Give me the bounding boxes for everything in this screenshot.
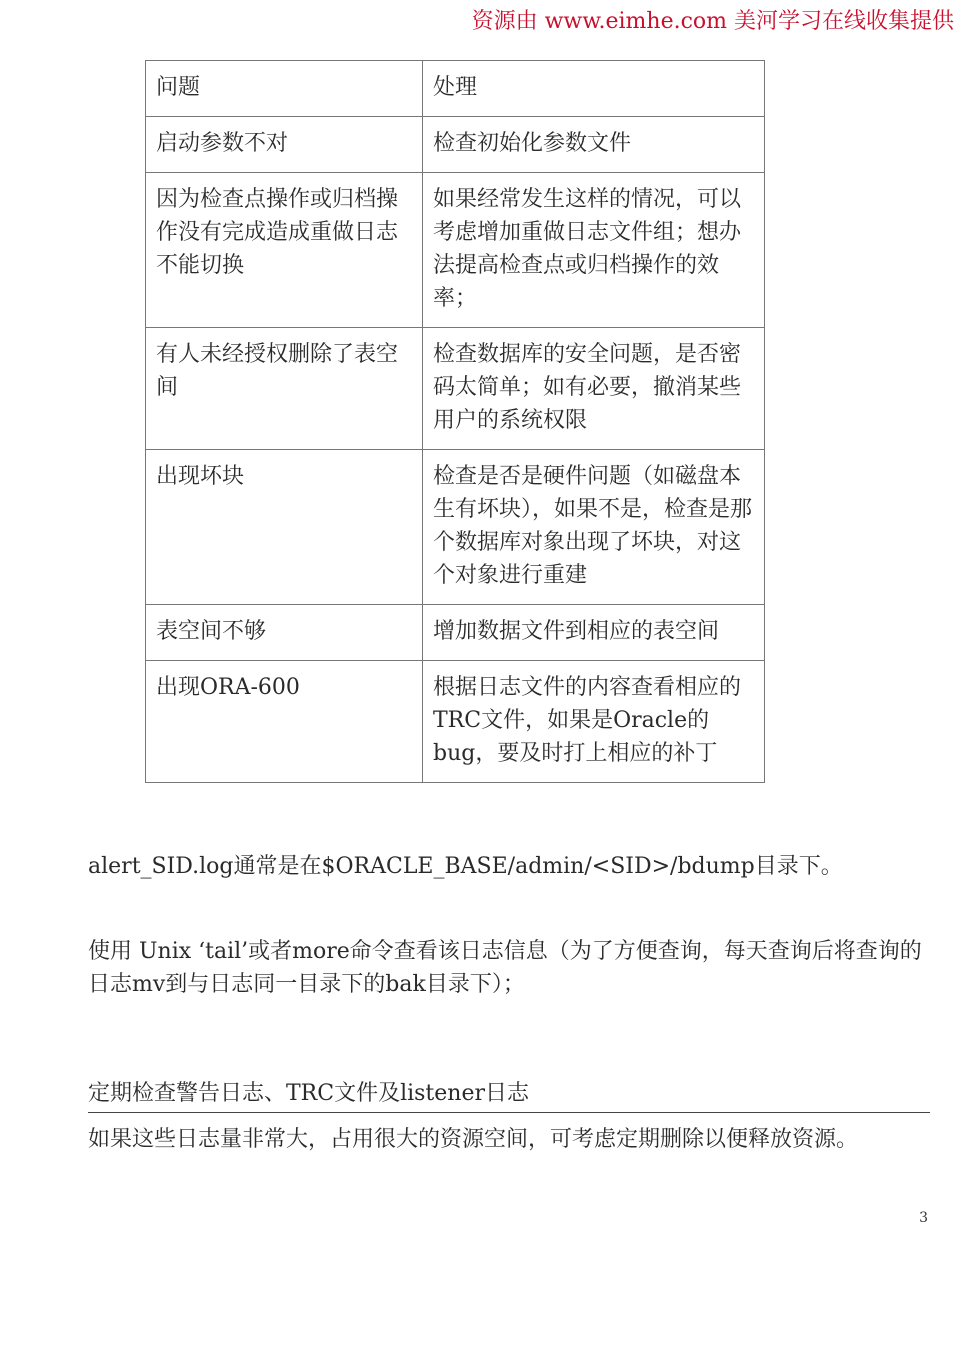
- issue-cell: 出现ORA-600: [146, 661, 423, 783]
- issue-cell: 启动参数不对: [146, 117, 423, 173]
- handling-cell: 增加数据文件到相应的表空间: [423, 605, 765, 661]
- issue-cell: 因为检查点操作或归档操作没有完成造成重做日志不能切换: [146, 173, 423, 328]
- page-number: 3: [919, 1210, 928, 1226]
- log-cleanup-paragraph: 如果这些日志量非常大，占用很大的资源空间，可考虑定期删除以便释放资源。: [88, 1127, 859, 1152]
- table-row: [146, 117, 765, 173]
- tail-command-paragraph: 使用 Unix ‘tail’或者more命令查看该日志信息（为了方便查询，每天查询后将查询的日志mv到与日志同一目录下的bak目录下）；: [88, 939, 922, 997]
- handling-cell: 检查初始化参数文件: [423, 117, 765, 173]
- alert-log-location-paragraph: alert_SID.log通常是在$ORACLE_BASE/admin/<SID>/bdump目录下。: [88, 854, 843, 879]
- table-row: [146, 328, 765, 450]
- handling-cell: 检查是否是硬件问题（如磁盘本生有坏块），如果不是，检查是那个数据库对象出现了坏块，对这个对象进行重建: [423, 450, 765, 605]
- table-row: [146, 661, 765, 783]
- issue-cell: 表空间不够: [146, 605, 423, 661]
- table-header-row: [146, 61, 765, 117]
- source-banner: 资源由 www.eimhe.com 美河学习在线收集提供: [471, 9, 954, 34]
- handling-cell: 如果经常发生这样的情况，可以考虑增加重做日志文件组；想办法提高检查点或归档操作的效率；: [423, 173, 765, 328]
- table-row: [146, 450, 765, 605]
- table-row: [146, 173, 765, 328]
- handling-cell: 检查数据库的安全问题，是否密码太简单；如有必要，撤消某些用户的系统权限: [423, 328, 765, 450]
- issue-handling-table: [145, 60, 765, 783]
- table-row: [146, 605, 765, 661]
- header-issue: 问题: [146, 61, 423, 117]
- handling-cell: 根据日志文件的内容查看相应的TRC文件，如果是Oracle的bug，要及时打上相应的补丁: [423, 661, 765, 783]
- issue-cell: 有人未经授权删除了表空间: [146, 328, 423, 450]
- section-heading: 定期检查警告日志、TRC文件及listener日志: [88, 1078, 930, 1113]
- header-handling: 处理: [423, 61, 765, 117]
- issue-cell: 出现坏块: [146, 450, 423, 605]
